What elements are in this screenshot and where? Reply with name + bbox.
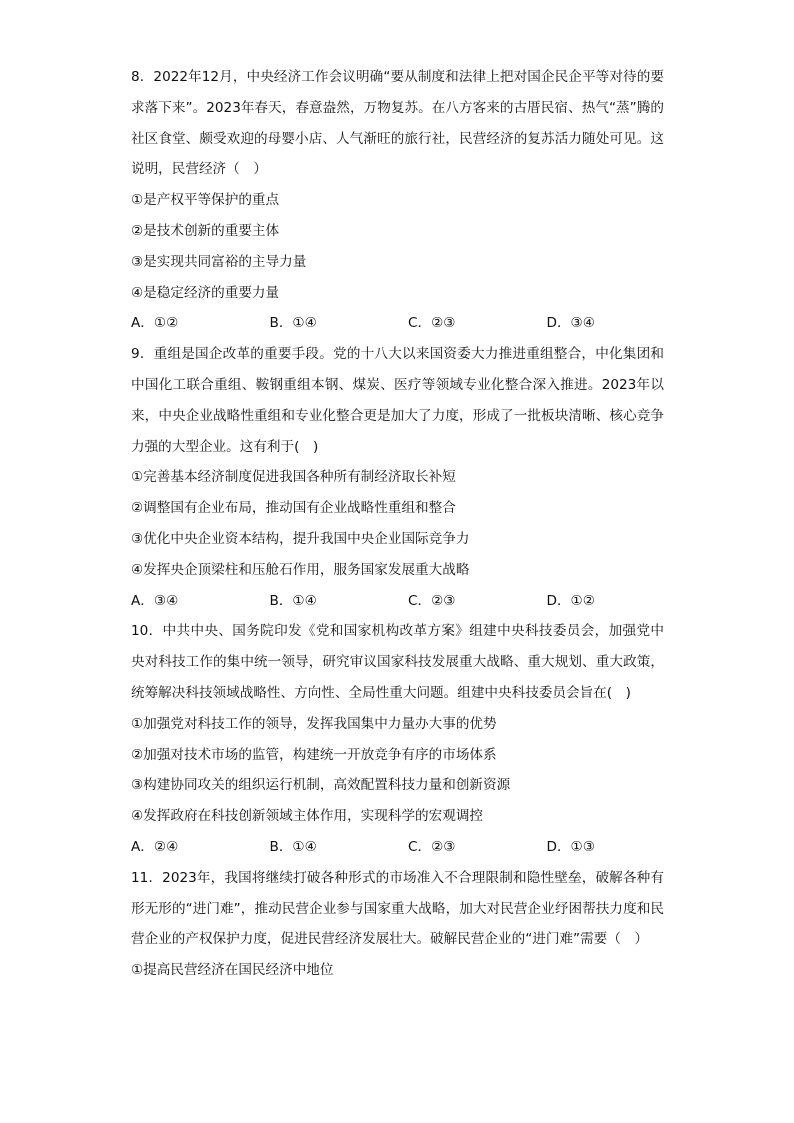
option-4: ④是稳定经济的重要力量: [131, 284, 280, 301]
choice-c: C．②③: [408, 838, 456, 855]
option-1: ①加强党对科技工作的领导，发挥我国集中力量办大事的优势: [131, 715, 497, 732]
option-4: ④发挥央企顶梁柱和压舱石作用，服务国家发展重大战略: [131, 561, 470, 578]
choice-c: C．②③: [408, 315, 456, 332]
question-stem: 8．2022年12月，中央经济工作会议明确“要从制度和法律上把对国企民企平等对待的要求落下来”。2023年春天，春意盎然，万物复苏。在八方客来的古厝民宿、热气“蒸”腾的社区食堂、颇受欢迎的母婴小店、人气渐旺的旅行社，民营经济的复苏活力随处可见。这说明，民营经济（ ）: [131, 69, 664, 178]
answer-choices: [131, 308, 664, 339]
answer-choices: [131, 586, 664, 617]
choice-d: D．①②: [546, 592, 595, 609]
option-1: ①是产权平等保护的重点: [131, 192, 280, 209]
option-2: ②加强对技术市场的监管，构建统一开放竞争有序的市场体系: [131, 746, 497, 763]
option-3: ③是实现共同富裕的主导力量: [131, 253, 307, 270]
choice-b: B．①④: [269, 592, 317, 609]
choice-d: D．③④: [546, 315, 595, 332]
choice-a: A．①②: [131, 315, 179, 332]
question-10: [131, 616, 664, 862]
answer-choices: [131, 832, 664, 863]
choice-b: B．①④: [269, 838, 317, 855]
question-8: [131, 62, 664, 339]
question-11: [131, 863, 664, 986]
question-stem: 10．中共中央、国务院印发《党和国家机构改革方案》组建中央科技委员会，加强党中央对科技工作的集中统一领导，研究审议国家科技发展重大战略、重大规划、重大政策，统筹解决科技领域战略性、方向性、全局性重大问题。组建中央科技委员会旨在( ): [131, 623, 664, 701]
choice-c: C．②③: [408, 592, 456, 609]
choice-d: D．①③: [546, 838, 595, 855]
choice-a: A．②④: [131, 838, 179, 855]
choice-b: B．①④: [269, 315, 317, 332]
question-stem: 11．2023年，我国将继续打破各种形式的市场准入不合理限制和隐性壁垒，破解各种有形无形的“进门难”，推动民营企业参与国家重大战略，加大对民营企业纾困帮扶力度和民营企业的产权保护力度，促进民营经济发展壮大。破解民营企业的“进门难”需要（ ）: [131, 869, 664, 948]
option-2: ②调整国有企业布局，推动国有企业战略性重组和整合: [131, 500, 456, 517]
option-3: ③优化中央企业资本结构，提升我国中央企业国际竞争力: [131, 530, 470, 547]
exam-page: [131, 62, 664, 986]
question-stem: 9．重组是国企改革的重要手段。党的十八大以来国资委大力推进重组整合，中化集团和中国化工联合重组、鞍钢重组本钢、煤炭、医疗等领域专业化整合深入推进。2023年以来，中央企业战略性重组和专业化整合更是加大了力度，形成了一批板块清晰、核心竞争力强的大型企业。这有利于( ): [131, 346, 664, 455]
option-1: ①完善基本经济制度促进我国各种所有制经济取长补短: [131, 469, 456, 486]
choice-a: A．③④: [131, 592, 179, 609]
option-4: ④发挥政府在科技创新领域主体作用，实现科学的宏观调控: [131, 808, 484, 825]
question-9: [131, 339, 664, 616]
option-1: ①提高民营经济在国民经济中地位: [131, 962, 334, 979]
option-3: ③构建协同攻关的组织运行机制，高效配置科技力量和创新资源: [131, 777, 511, 794]
option-2: ②是技术创新的重要主体: [131, 222, 280, 239]
